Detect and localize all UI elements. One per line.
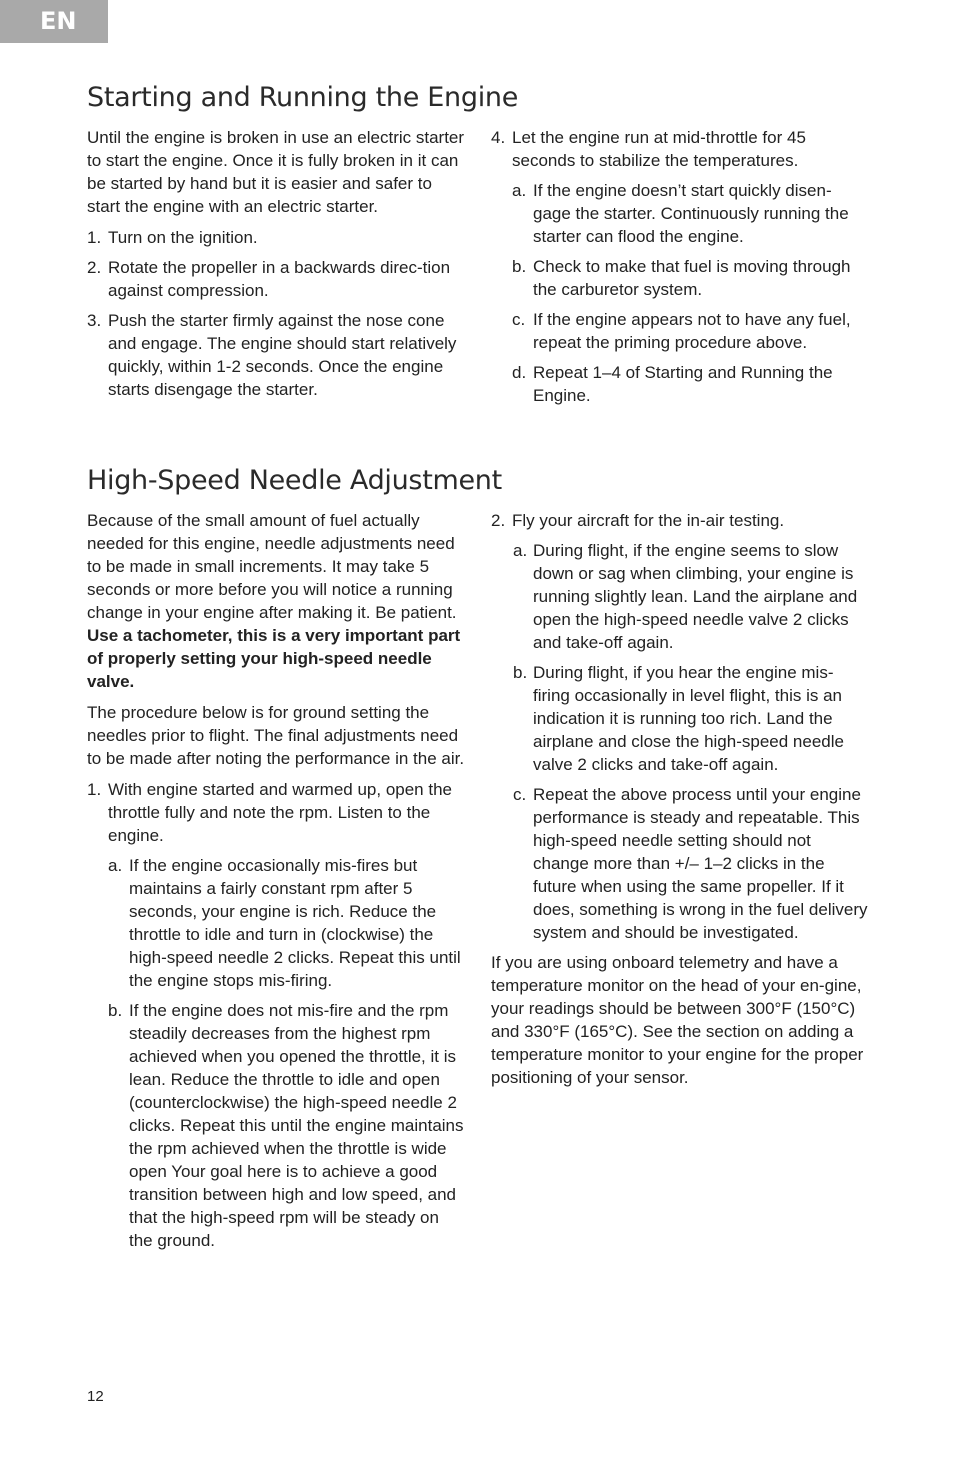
step-3 [87,309,467,401]
section2-intro [87,509,467,693]
substep-letter: d. [512,363,527,382]
substep-text: During flight, if the engine seems to slow down or sag when climbing, your engine is running slightly lean. Land the airplane and open the high-speed needle valve 2 clicks and take-off again. [533,541,858,652]
substep-d [512,361,869,407]
step-4 [491,126,869,172]
substep-text: If the engine doesn’t start quickly disen-gage the starter. Continuously running the starter can flood the engine. [533,181,849,246]
substep-b [512,255,869,301]
substep-letter: a. [513,541,528,560]
language-tab: EN [0,0,108,43]
substep-letter: a. [108,856,123,875]
substep-letter: b. [108,1001,123,1020]
needle-substep-2b [513,661,869,776]
step-number: 3. [87,311,102,330]
needle-substep-2c [513,783,869,944]
step-number: 1. [87,780,102,799]
section1-right-column [491,126,869,414]
needle-step-2 [491,509,869,532]
intro-text: Because of the small amount of fuel actually needed for this engine, needle adjustments need to be made in small increments. It may take 5 seconds or more before you will notice a running change in your engine after making it. Be patient. [87,511,457,622]
section-title-starting: Starting and Running the Engine [87,82,519,113]
step-text: Let the engine run at mid-throttle for 45 seconds to stabilize the temperatures. [512,128,806,170]
telemetry-text: If you are using onboard telemetry and have a temperature monitor on the head of your en-gine, your readings should be between 300°F (150°C) and 330°F (165°C). See the section on adding a temperature monitor to your engine for the proper positioning of your sensor. [491,953,864,1087]
section1-intro: Until the engine is broken in use an electric starter to start the engine. Once it is fully broken in it can be started by hand but it is easier and safer to start the engine with an electric starter. [87,128,465,216]
needle-substep-2a [513,539,869,654]
step-text: Push the starter firmly against the nose cone and engage. The engine should start relatively quickly, within 1-2 seconds. Once the engine starts disengage the starter. [108,311,457,399]
page-number: 12 [87,1388,104,1405]
section1-left-column [87,126,467,408]
substep-text: If the engine appears not to have any fuel, repeat the priming procedure above. [533,310,851,352]
substep-letter: c. [513,785,527,804]
substep-letter: c. [512,310,526,329]
substep-a [512,179,869,248]
needle-substep-1b [108,999,467,1252]
step-text: Rotate the propeller in a backwards direc-tion against compression. [108,258,451,300]
substep-letter: b. [512,257,527,276]
substep-text: Repeat 1–4 of Starting and Running the Engine. [533,363,833,405]
step-text: With engine started and warmed up, open the throttle fully and note the rpm. Listen to the engine. [108,780,452,845]
substep-letter: b. [513,663,528,682]
substep-c [512,308,869,354]
needle-substep-1a [108,854,467,992]
step-2 [87,256,467,302]
intro-bold-note: Use a tachometer, this is a very important part of properly setting your high-speed needle valve. [87,626,461,691]
step-1 [87,226,467,249]
section-title-needle: High-Speed Needle Adjustment [87,465,502,496]
procedure-text: The procedure below is for ground setting the needles prior to flight. The final adjustments need to be made after noting the performance in the air. [87,703,465,768]
step-number: 2. [491,511,506,530]
substep-text: If the engine does not mis-fire and the rpm steadily decreases from the highest rpm achieved when you opened the throttle, it is lean. Reduce the throttle to idle and open (counterclockwise) the high-speed needle 2 clicks. Repeat this until the engine maintains the rpm achieved when the throttle is wide open Your goal here is to achieve a good transition between high and low speed, and that the high-speed rpm will be steady on the ground. [129,1001,464,1250]
step-number: 4. [491,128,506,147]
substep-text: If the engine occasionally mis-fires but maintains a fairly constant rpm after 5 seconds, your engine is rich. Reduce the throttle to idle and turn in (clockwise) the high-speed needle 2 clicks. Repeat this until the engine stops mis-firing. [129,856,461,990]
step-number: 1. [87,228,102,247]
section2-left-column [87,509,467,1259]
needle-step-1 [87,778,467,847]
substep-text: Repeat the above process until your engine performance is steady and repeatable. This high-speed needle setting should not change more than +/– 1–2 clicks in the future when using the same propeller. If it does, something is wrong in the fuel delivery system and should be investigated. [533,785,868,942]
substep-text: During flight, if you hear the engine mis-firing occasionally in level flight, this is an indication it is running too rich. Land the airplane and close the high-speed needle valve 2 clicks and take-off again. [533,663,844,774]
substep-text: Check to make that fuel is moving through the carburetor system. [533,257,851,299]
step-text: Fly your aircraft for the in-air testing. [512,511,785,530]
step-text: Turn on the ignition. [108,228,258,247]
step-number: 2. [87,258,102,277]
section2-right-column [491,509,869,1097]
substep-letter: a. [512,181,527,200]
